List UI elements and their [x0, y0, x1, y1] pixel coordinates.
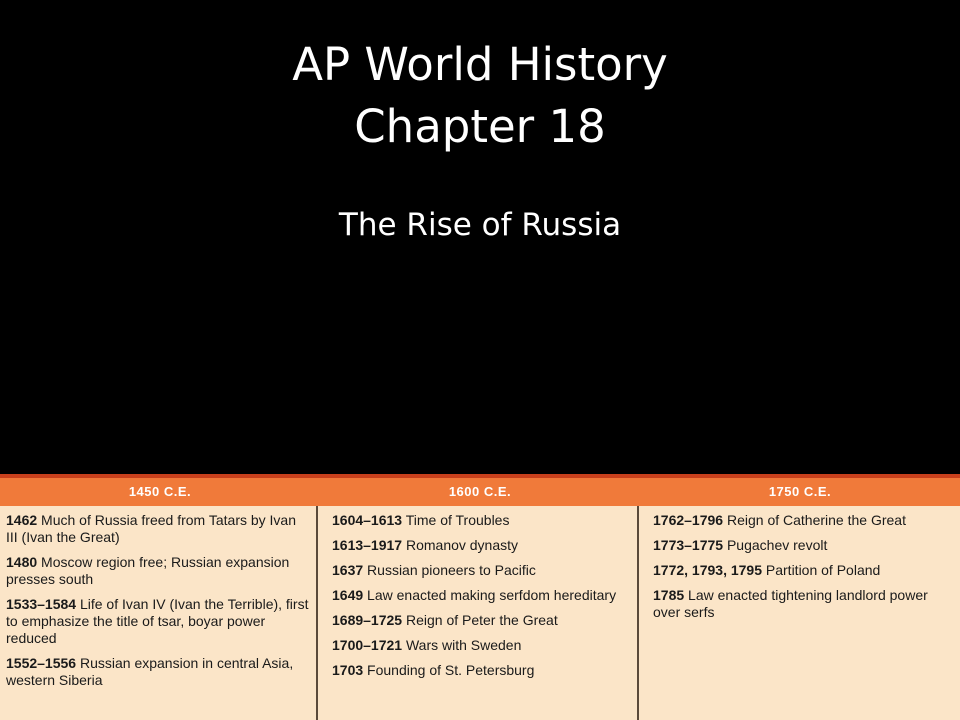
timeline-event [653, 562, 954, 579]
timeline-event-year: 1772, 1793, 1795 [653, 562, 762, 578]
timeline-event-year: 1649 [332, 587, 364, 603]
timeline-event [332, 612, 631, 629]
timeline-event [653, 587, 954, 621]
timeline-event-text: Moscow region free; Russian expansion presses south [6, 554, 290, 587]
timeline-event-year: 1533–1584 [6, 596, 77, 612]
timeline-event [653, 512, 954, 529]
slide-title [0, 34, 960, 158]
timeline-panel [0, 474, 960, 720]
timeline-event-text: Reign of Peter the Great [405, 612, 558, 628]
timeline-event-year: 1689–1725 [332, 612, 403, 628]
timeline-event-year: 1613–1917 [332, 537, 403, 553]
timeline-event [332, 512, 631, 529]
timeline-event [332, 662, 631, 679]
timeline-event-year: 1773–1775 [653, 537, 724, 553]
timeline-header-1750: 1750 C.E. [768, 484, 832, 499]
timeline-event [332, 537, 631, 554]
timeline-event-year: 1462 [6, 512, 38, 528]
timeline-body [0, 506, 960, 720]
timeline-header-1600: 1600 C.E. [448, 484, 512, 499]
timeline-event-year: 1552–1556 [6, 655, 77, 671]
timeline-event [653, 537, 954, 554]
timeline-column-1600 [316, 506, 637, 720]
timeline-event-year: 1637 [332, 562, 364, 578]
timeline-event [6, 554, 310, 588]
timeline-event-text: Partition of Poland [765, 562, 881, 578]
timeline-event-year: 1700–1721 [332, 637, 403, 653]
title-line-2: Chapter 18 [354, 100, 606, 153]
timeline-event [332, 587, 631, 604]
timeline-event-year: 1785 [653, 587, 685, 603]
title-line-1: AP World History [292, 38, 668, 91]
timeline-event [6, 655, 310, 689]
timeline-header [0, 478, 960, 506]
timeline-event-year: 1480 [6, 554, 38, 570]
timeline-event-text: Russian expansion in central Asia, western Siberia [6, 655, 294, 688]
timeline-event [332, 637, 631, 654]
timeline-event-text: Life of Ivan IV (Ivan the Terrible), first to emphasize the title of tsar, boyar power reduced [6, 596, 309, 646]
timeline-event-text: Pugachev revolt [726, 537, 828, 553]
timeline-event [6, 596, 310, 647]
timeline-event-text: Law enacted tightening landlord power over serfs [653, 587, 928, 620]
timeline-column-1750 [637, 506, 960, 720]
timeline-event-text: Much of Russia freed from Tatars by Ivan III (Ivan the Great) [6, 512, 297, 545]
timeline-event-text: Time of Troubles [405, 512, 510, 528]
slide-subtitle: The Rise of Russia [338, 207, 622, 243]
timeline-event-text: Romanov dynasty [405, 537, 519, 553]
timeline-event-text: Russian pioneers to Pacific [367, 562, 536, 578]
timeline-event-year: 1762–1796 [653, 512, 724, 528]
timeline-event-text: Law enacted making serfdom hereditary [367, 587, 617, 603]
timeline-event-text: Wars with Sweden [405, 637, 522, 653]
timeline-event-year: 1703 [332, 662, 364, 678]
timeline-event-text: Reign of Catherine the Great [726, 512, 906, 528]
timeline-event-text: Founding of St. Petersburg [367, 662, 535, 678]
timeline-column-1450 [0, 506, 316, 720]
timeline-header-1450: 1450 C.E. [128, 484, 192, 499]
timeline-event-year: 1604–1613 [332, 512, 403, 528]
timeline-event [6, 512, 310, 546]
timeline-event [332, 562, 631, 579]
